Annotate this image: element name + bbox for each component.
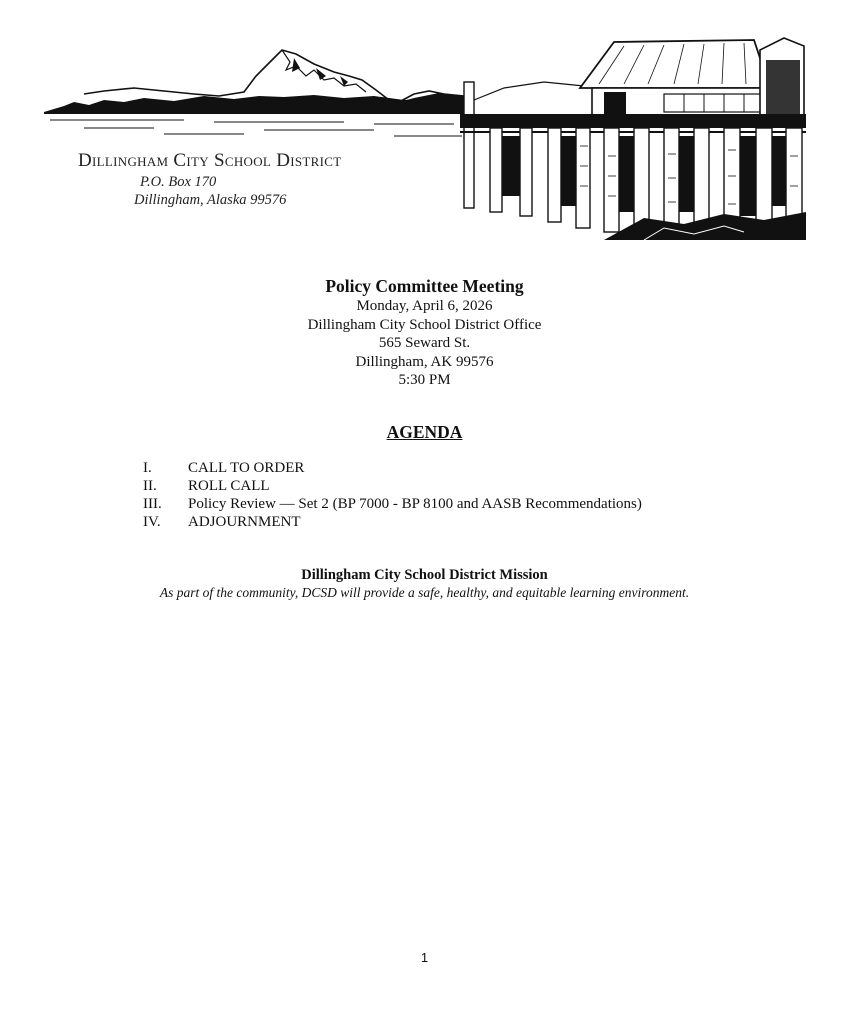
agenda-item-number: III. xyxy=(143,496,162,512)
agenda-item xyxy=(143,495,642,513)
meeting-date: Monday, April 6, 2026 xyxy=(356,298,493,314)
agenda-item-number: I. xyxy=(143,460,152,476)
agenda-item-text: ADJOURNMENT xyxy=(188,514,301,530)
mission-block xyxy=(0,567,849,601)
agenda-item xyxy=(143,477,642,495)
city-state-zip: Dillingham, Alaska 99576 xyxy=(134,192,287,208)
agenda-item xyxy=(143,513,642,531)
agenda-item-text: Policy Review — Set 2 (BP 7000 - BP 8100 and AASB Recommendations) xyxy=(188,496,642,512)
agenda-list xyxy=(143,459,642,531)
org-address-block xyxy=(78,150,341,209)
agenda-item-text: ROLL CALL xyxy=(188,478,270,494)
agenda-item-text: CALL TO ORDER xyxy=(188,460,305,476)
meeting-title: Policy Committee Meeting xyxy=(325,276,524,296)
meeting-city: Dillingham, AK 99576 xyxy=(355,353,494,370)
letterhead xyxy=(44,36,806,240)
mission-title: Dillingham City School District Mission xyxy=(301,567,548,583)
page-number: 1 xyxy=(420,950,429,965)
mission-text: As part of the community, DCSD will provide a safe, healthy, and equitable learning environment. xyxy=(159,585,690,600)
po-box: P.O. Box 170 xyxy=(140,174,217,190)
agenda-heading: AGENDA xyxy=(386,422,463,442)
agenda-item-number: IV. xyxy=(143,514,161,530)
meeting-location: Dillingham City School District Office xyxy=(307,316,542,333)
meeting-street: 565 Seward St. xyxy=(378,335,471,351)
meeting-time: 5:30 PM xyxy=(398,372,451,388)
agenda-item-number: II. xyxy=(143,478,157,494)
meeting-info xyxy=(0,275,849,390)
waterfront-dock-illustration xyxy=(44,36,806,240)
agenda-item xyxy=(143,459,642,477)
org-name: Dillingham City School District xyxy=(78,150,342,171)
